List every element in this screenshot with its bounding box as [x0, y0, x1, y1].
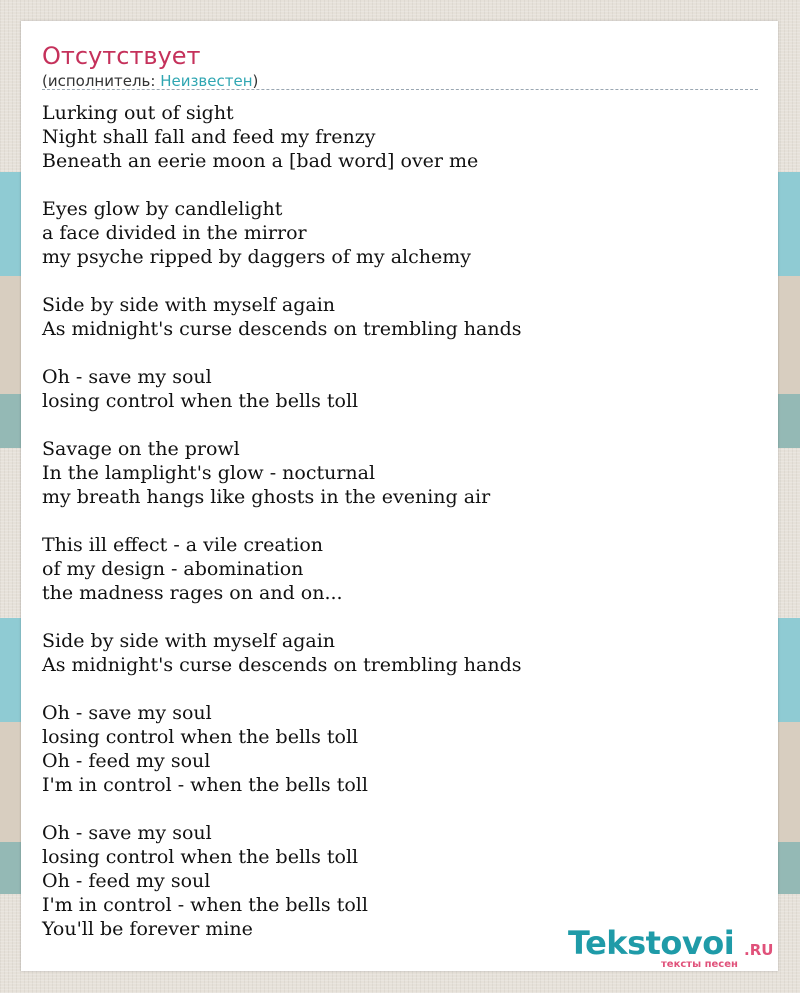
lyrics-stanza	[42, 101, 762, 173]
lyric-line: I'm in control - when the bells toll	[42, 774, 368, 796]
lyrics-body	[42, 101, 762, 941]
lyric-line: This ill effect - a vile creation	[42, 534, 324, 556]
lyrics-stanza	[42, 533, 762, 605]
lyric-line: Eyes glow by candlelight	[42, 198, 283, 220]
lyric-line: losing control when the bells toll	[42, 390, 359, 412]
lyric-line: In the lamplight's glow - nocturnal	[42, 462, 376, 484]
lyric-line: my psyche ripped by daggers of my alchemy	[42, 246, 471, 268]
lyrics-stanza	[42, 701, 762, 797]
lyric-line: As midnight's curse descends on trembling hands	[42, 318, 522, 340]
lyric-line: Oh - save my soul	[42, 366, 212, 388]
lyric-line: Savage on the prowl	[42, 438, 240, 460]
site-logo[interactable]	[568, 925, 778, 971]
lyric-line: losing control when the bells toll	[42, 846, 359, 868]
lyrics-stanza	[42, 365, 762, 413]
lyric-line: of my design - abomination	[42, 558, 304, 580]
lyrics-stanza	[42, 293, 762, 341]
lyrics-stanza	[42, 437, 762, 509]
song-title: Отсутствует	[42, 42, 201, 70]
lyric-line: Side by side with myself again	[42, 630, 336, 652]
artist-prefix: (исполнитель:	[42, 72, 161, 90]
lyric-line: Lurking out of sight	[42, 102, 234, 124]
logo-wordmark: Tekstovoi	[568, 924, 735, 962]
lyrics-stanza	[42, 821, 762, 941]
lyric-line: a face divided in the mirror	[42, 222, 307, 244]
lyrics-card	[21, 21, 778, 971]
artist-link[interactable]: Неизвестен	[160, 72, 253, 90]
lyric-line: Oh - feed my soul	[42, 870, 211, 892]
logo-tld: .RU	[744, 941, 774, 959]
lyric-line: Oh - save my soul	[42, 702, 212, 724]
lyric-line: As midnight's curse descends on trembling hands	[42, 654, 522, 676]
logo-tagline: тексты песен	[661, 959, 738, 970]
lyric-line: Side by side with myself again	[42, 294, 336, 316]
lyrics-stanza	[42, 629, 762, 677]
lyric-line: Oh - feed my soul	[42, 750, 211, 772]
lyric-line: Beneath an eerie moon a [bad word] over me	[42, 150, 479, 172]
artist-line	[42, 72, 258, 90]
lyric-line: Oh - save my soul	[42, 822, 212, 844]
artist-suffix: )	[252, 72, 259, 90]
lyrics-stanza	[42, 197, 762, 269]
lyric-line: Night shall fall and feed my frenzy	[42, 126, 376, 148]
lyric-line: the madness rages on and on...	[42, 582, 343, 604]
title-divider	[42, 89, 758, 90]
lyric-line: losing control when the bells toll	[42, 726, 359, 748]
lyric-line: my breath hangs like ghosts in the evening air	[42, 486, 491, 508]
lyric-line: I'm in control - when the bells toll	[42, 894, 368, 916]
lyric-line: You'll be forever mine	[42, 918, 253, 940]
